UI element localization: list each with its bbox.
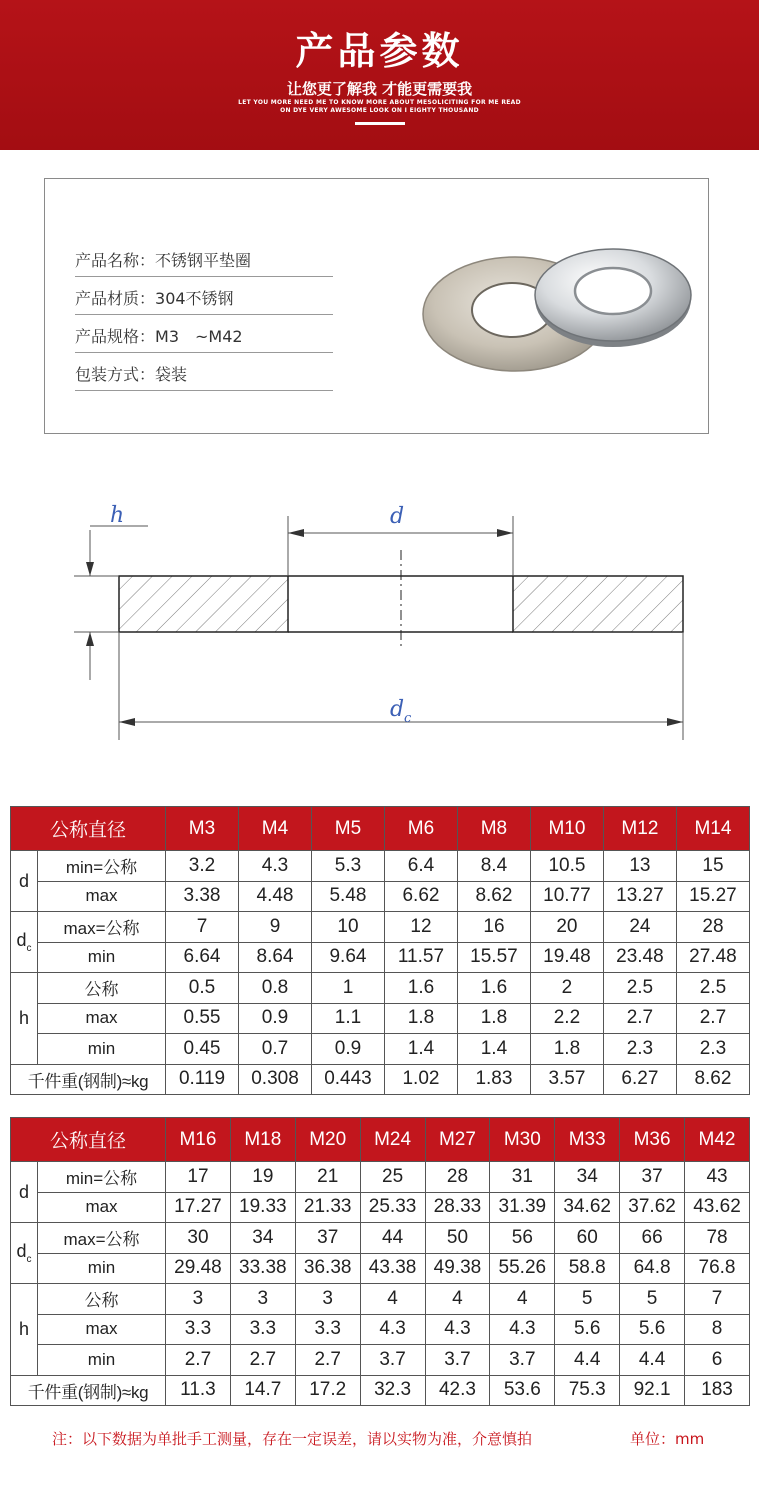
product-material-value: 304不锈钢 xyxy=(155,289,234,308)
table-row-weight xyxy=(11,1064,750,1095)
table-cell: 0.7 xyxy=(239,1034,312,1065)
table-cell: 58.8 xyxy=(555,1253,620,1284)
table-cell: 34.62 xyxy=(555,1192,620,1223)
table-row-h-nom xyxy=(11,973,750,1004)
table-cell: 0.5 xyxy=(166,973,239,1004)
table-cell: 1.83 xyxy=(457,1064,530,1095)
table-row-weight xyxy=(11,1375,750,1406)
table-cell: 4 xyxy=(425,1284,490,1315)
size-header: M30 xyxy=(490,1118,555,1162)
table-cell: 7 xyxy=(685,1284,750,1315)
table-cell: 1.6 xyxy=(457,973,530,1004)
table-cell: 4.4 xyxy=(620,1345,685,1376)
table-cell: 28.33 xyxy=(425,1192,490,1223)
table-cell: 13.27 xyxy=(603,881,676,912)
row-label: min xyxy=(38,1345,166,1376)
table-cell: 37.62 xyxy=(620,1192,685,1223)
table-cell: 17 xyxy=(166,1162,231,1193)
table-cell: 29.48 xyxy=(166,1253,231,1284)
table-cell: 0.9 xyxy=(239,1003,312,1034)
table-cell: 0.308 xyxy=(239,1064,312,1095)
table-cell: 43.62 xyxy=(685,1192,750,1223)
header-banner xyxy=(0,0,759,150)
table-cell: 25 xyxy=(360,1162,425,1193)
table-cell: 34 xyxy=(230,1223,295,1254)
group-dc-main: d xyxy=(16,1241,27,1261)
table-row-h-nom xyxy=(11,1284,750,1315)
table-cell: 92.1 xyxy=(620,1375,685,1406)
table-cell: 36.38 xyxy=(295,1253,360,1284)
product-info-card xyxy=(44,178,709,434)
row-label: 公称 xyxy=(38,973,166,1004)
table-row-h-max xyxy=(11,1003,750,1034)
table-cell: 44 xyxy=(360,1223,425,1254)
table-cell: 2.7 xyxy=(230,1345,295,1376)
table-cell: 28 xyxy=(425,1162,490,1193)
table-cell: 0.119 xyxy=(166,1064,239,1095)
table-cell: 50 xyxy=(425,1223,490,1254)
table-cell: 31.39 xyxy=(490,1192,555,1223)
product-material-row xyxy=(75,285,333,315)
table-cell: 6.4 xyxy=(384,851,457,882)
table-cell: 2.5 xyxy=(603,973,676,1004)
table-row-d-max xyxy=(11,1192,750,1223)
table-cell: 31 xyxy=(490,1162,555,1193)
table-cell: 9 xyxy=(239,912,312,943)
row-label: min xyxy=(38,1034,166,1065)
table-cell: 1.4 xyxy=(457,1034,530,1065)
table-cell: 19.48 xyxy=(530,942,603,973)
dimension-dc-label: d xyxy=(390,697,405,722)
table-cell: 3.3 xyxy=(166,1314,231,1345)
title-underline xyxy=(355,122,405,125)
left-section xyxy=(119,576,288,632)
size-header: M33 xyxy=(555,1118,620,1162)
table-cell: 19.33 xyxy=(230,1192,295,1223)
table-cell: 4 xyxy=(490,1284,555,1315)
table-cell: 2.3 xyxy=(603,1034,676,1065)
table-cell: 19 xyxy=(230,1162,295,1193)
table-cell: 20 xyxy=(530,912,603,943)
weight-label: 千件重(钢制)≈kg xyxy=(11,1375,166,1406)
table-cell: 2.3 xyxy=(676,1034,749,1065)
table-cell: 4.3 xyxy=(425,1314,490,1345)
product-spec-label: 产品规格： xyxy=(75,327,156,346)
table-cell: 16 xyxy=(457,912,530,943)
table-cell: 23.48 xyxy=(603,942,676,973)
size-header: M14 xyxy=(676,807,749,851)
washer-product-photo xyxy=(410,247,700,377)
row-label: max xyxy=(38,1003,166,1034)
table-cell: 21.33 xyxy=(295,1192,360,1223)
table-cell: 4.3 xyxy=(239,851,312,882)
product-name-label: 产品名称： xyxy=(75,251,156,270)
size-header: M3 xyxy=(166,807,239,851)
row-label: 公称 xyxy=(38,1284,166,1315)
table-cell: 2.7 xyxy=(676,1003,749,1034)
table-cell: 0.45 xyxy=(166,1034,239,1065)
table-row-h-min xyxy=(11,1345,750,1376)
product-packing-value: 袋装 xyxy=(155,365,188,384)
table-cell: 8.62 xyxy=(457,881,530,912)
table-cell: 17.2 xyxy=(295,1375,360,1406)
table-cell: 78 xyxy=(685,1223,750,1254)
table-cell: 0.55 xyxy=(166,1003,239,1034)
table-cell: 43 xyxy=(685,1162,750,1193)
spec-table-m3-m14 xyxy=(10,806,750,1095)
table-cell: 2.7 xyxy=(166,1345,231,1376)
size-header: M6 xyxy=(384,807,457,851)
table-cell: 33.38 xyxy=(230,1253,295,1284)
group-dc-sub: c xyxy=(26,943,32,954)
table-row-h-max xyxy=(11,1314,750,1345)
nominal-diameter-header: 公称直径 xyxy=(11,1118,166,1162)
table-row-h-min xyxy=(11,1034,750,1065)
table-cell: 15.27 xyxy=(676,881,749,912)
dimension-dc-subscript: c xyxy=(404,711,412,726)
table-cell: 1.8 xyxy=(530,1034,603,1065)
table-cell: 5 xyxy=(620,1284,685,1315)
english-tagline-1: LET YOU MORE NEED ME TO KNOW MORE ABOUT MESOLICITING FOR ME READ xyxy=(238,99,521,106)
table-cell: 55.26 xyxy=(490,1253,555,1284)
table-cell: 183 xyxy=(685,1375,750,1406)
group-d: d xyxy=(11,1162,38,1223)
size-header: M12 xyxy=(603,807,676,851)
page-title: 产品参数 xyxy=(295,29,464,73)
table-cell: 2.7 xyxy=(603,1003,676,1034)
table-cell: 3 xyxy=(230,1284,295,1315)
table-cell: 3.57 xyxy=(530,1064,603,1095)
size-header: M42 xyxy=(685,1118,750,1162)
table-cell: 3 xyxy=(295,1284,360,1315)
table-cell: 13 xyxy=(603,851,676,882)
unit-note: 单位：mm xyxy=(630,1430,705,1448)
table-cell: 4.48 xyxy=(239,881,312,912)
table-cell: 34 xyxy=(555,1162,620,1193)
table-cell: 7 xyxy=(166,912,239,943)
product-spec-value: M3 ~M42 xyxy=(155,327,243,346)
table-cell: 4.3 xyxy=(490,1314,555,1345)
table-cell: 3.7 xyxy=(425,1345,490,1376)
table-cell: 2.5 xyxy=(676,973,749,1004)
table-cell: 8 xyxy=(685,1314,750,1345)
page-subtitle: 让您更了解我 才能更需要我 xyxy=(286,80,473,98)
table-cell: 2.2 xyxy=(530,1003,603,1034)
table-cell: 21 xyxy=(295,1162,360,1193)
table-cell: 0.9 xyxy=(311,1034,384,1065)
group-h: h xyxy=(11,973,38,1065)
table-cell: 0.8 xyxy=(239,973,312,1004)
table-cell: 15 xyxy=(676,851,749,882)
table-cell: 56 xyxy=(490,1223,555,1254)
weight-label: 千件重(钢制)≈kg xyxy=(11,1064,166,1095)
size-header: M36 xyxy=(620,1118,685,1162)
table-cell: 27.48 xyxy=(676,942,749,973)
group-dc xyxy=(11,912,38,973)
table-cell: 12 xyxy=(384,912,457,943)
table-cell: 10.5 xyxy=(530,851,603,882)
product-name-value: 不锈钢平垫圈 xyxy=(155,251,252,270)
table-cell: 4 xyxy=(360,1284,425,1315)
row-label: max=公称 xyxy=(38,912,166,943)
size-header: M16 xyxy=(166,1118,231,1162)
english-tagline-2: ON DYE VERY AWESOME LOOK ON I EIGHTY THOUSAND xyxy=(280,107,479,114)
table-cell: 0.443 xyxy=(311,1064,384,1095)
dimension-d-label: d xyxy=(390,504,405,529)
table-cell: 8.64 xyxy=(239,942,312,973)
table-cell: 24 xyxy=(603,912,676,943)
table-cell: 3.7 xyxy=(360,1345,425,1376)
table-cell: 4.4 xyxy=(555,1345,620,1376)
table-cell: 6.62 xyxy=(384,881,457,912)
table-header-row xyxy=(11,1118,750,1162)
table-cell: 11.3 xyxy=(166,1375,231,1406)
washer-cross-section-diagram xyxy=(60,490,700,750)
measurement-note: 注：以下数据为单批手工测量，存在一定误差，请以实物为准，介意慎拍 xyxy=(52,1430,533,1448)
group-dc-sub: c xyxy=(26,1254,32,1265)
table-cell: 8.62 xyxy=(676,1064,749,1095)
size-header: M24 xyxy=(360,1118,425,1162)
row-label: min xyxy=(38,942,166,973)
table-cell: 28 xyxy=(676,912,749,943)
table-cell: 15.57 xyxy=(457,942,530,973)
table-cell: 3.2 xyxy=(166,851,239,882)
table-cell: 1.6 xyxy=(384,973,457,1004)
table-row-d-max xyxy=(11,881,750,912)
size-header: M27 xyxy=(425,1118,490,1162)
spec-table-m16-m42 xyxy=(10,1117,750,1406)
table-cell: 11.57 xyxy=(384,942,457,973)
table-cell: 10 xyxy=(311,912,384,943)
size-header: M5 xyxy=(311,807,384,851)
table-cell: 5 xyxy=(555,1284,620,1315)
row-label: min=公称 xyxy=(38,851,166,882)
table-cell: 60 xyxy=(555,1223,620,1254)
table-cell: 5.6 xyxy=(555,1314,620,1345)
size-header: M20 xyxy=(295,1118,360,1162)
right-section xyxy=(513,576,683,632)
table-cell: 2 xyxy=(530,973,603,1004)
table-cell: 9.64 xyxy=(311,942,384,973)
table-cell: 30 xyxy=(166,1223,231,1254)
dimension-h-label: h xyxy=(110,503,125,528)
product-spec-row xyxy=(75,323,333,353)
table-row-dc-min xyxy=(11,1253,750,1284)
size-header: M10 xyxy=(530,807,603,851)
group-dc-main: d xyxy=(16,930,27,950)
nominal-diameter-header: 公称直径 xyxy=(11,807,166,851)
table-cell: 3.7 xyxy=(490,1345,555,1376)
table-row-dc-max xyxy=(11,1223,750,1254)
group-dc xyxy=(11,1223,38,1284)
size-header: M8 xyxy=(457,807,530,851)
table-cell: 75.3 xyxy=(555,1375,620,1406)
table-cell: 3.38 xyxy=(166,881,239,912)
table-header-row xyxy=(11,807,750,851)
table-cell: 3 xyxy=(166,1284,231,1315)
product-material-label: 产品材质： xyxy=(75,289,156,308)
table-cell: 6 xyxy=(685,1345,750,1376)
table-cell: 5.3 xyxy=(311,851,384,882)
table-cell: 43.38 xyxy=(360,1253,425,1284)
table-cell: 66 xyxy=(620,1223,685,1254)
group-h: h xyxy=(11,1284,38,1376)
table-cell: 2.7 xyxy=(295,1345,360,1376)
product-name-row xyxy=(75,247,333,277)
table-cell: 3.3 xyxy=(295,1314,360,1345)
table-cell: 1.02 xyxy=(384,1064,457,1095)
table-row-dc-max xyxy=(11,912,750,943)
table-row-dc-min xyxy=(11,942,750,973)
row-label: min=公称 xyxy=(38,1162,166,1193)
table-cell: 8.4 xyxy=(457,851,530,882)
product-packing-row xyxy=(75,361,333,391)
table-cell: 1.1 xyxy=(311,1003,384,1034)
table-cell: 14.7 xyxy=(230,1375,295,1406)
size-header: M4 xyxy=(239,807,312,851)
table-row-d-min xyxy=(11,1162,750,1193)
table-cell: 10.77 xyxy=(530,881,603,912)
table-cell: 6.27 xyxy=(603,1064,676,1095)
table-cell: 76.8 xyxy=(685,1253,750,1284)
table-cell: 25.33 xyxy=(360,1192,425,1223)
product-packing-label: 包装方式： xyxy=(75,365,156,384)
row-label: max=公称 xyxy=(38,1223,166,1254)
table-cell: 4.3 xyxy=(360,1314,425,1345)
row-label: min xyxy=(38,1253,166,1284)
table-cell: 32.3 xyxy=(360,1375,425,1406)
table-cell: 64.8 xyxy=(620,1253,685,1284)
table-cell: 37 xyxy=(620,1162,685,1193)
row-label: max xyxy=(38,1314,166,1345)
table-cell: 1.4 xyxy=(384,1034,457,1065)
table-cell: 3.3 xyxy=(230,1314,295,1345)
table-cell: 1.8 xyxy=(384,1003,457,1034)
table-cell: 53.6 xyxy=(490,1375,555,1406)
table-cell: 17.27 xyxy=(166,1192,231,1223)
table-cell: 6.64 xyxy=(166,942,239,973)
table-row-d-min xyxy=(11,851,750,882)
row-label: max xyxy=(38,881,166,912)
table-cell: 5.6 xyxy=(620,1314,685,1345)
table-cell: 1 xyxy=(311,973,384,1004)
group-d: d xyxy=(11,851,38,912)
table-cell: 49.38 xyxy=(425,1253,490,1284)
table-cell: 37 xyxy=(295,1223,360,1254)
table-cell: 42.3 xyxy=(425,1375,490,1406)
table-cell: 5.48 xyxy=(311,881,384,912)
row-label: max xyxy=(38,1192,166,1223)
size-header: M18 xyxy=(230,1118,295,1162)
table-cell: 1.8 xyxy=(457,1003,530,1034)
